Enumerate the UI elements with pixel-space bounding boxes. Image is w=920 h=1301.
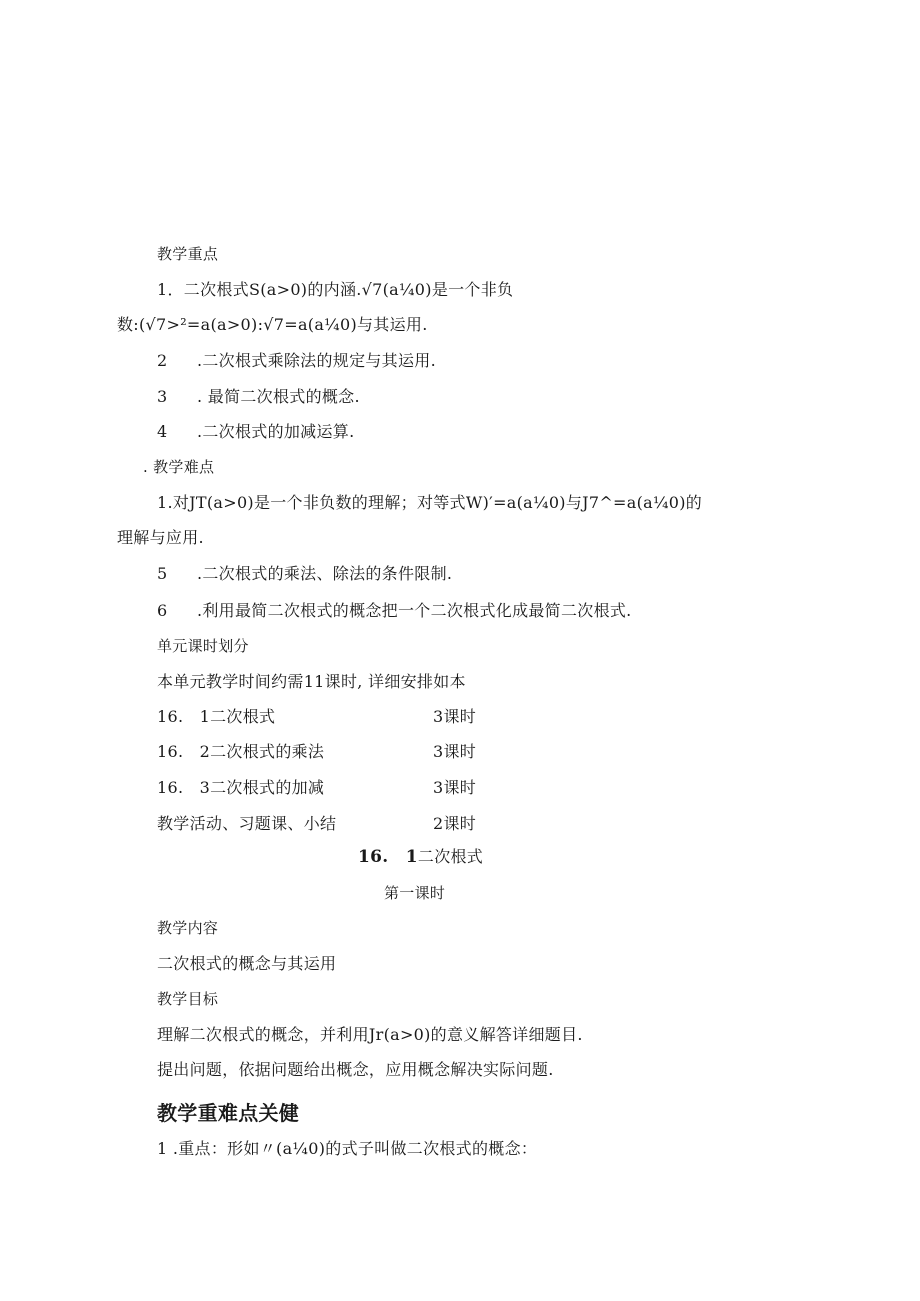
content-heading: 教学内容 xyxy=(157,919,219,937)
item-text: .利用最简二次根式的概念把一个二次根式化成最简二次根式. xyxy=(197,601,632,620)
schedule-row xyxy=(157,707,557,727)
goal-line-2: 提出问题，依据问题给出概念，应用概念解决实际问题. xyxy=(157,1060,554,1079)
goal-heading: 教学目标 xyxy=(157,990,219,1008)
schedule-row xyxy=(157,778,557,798)
keypoint-line-1: 1 .重点：形如〃(a¼0)的式子叫做二次根式的概念： xyxy=(157,1139,538,1158)
lesson-subtitle: 第一课时 xyxy=(384,884,446,902)
item-number: 6 xyxy=(157,601,168,620)
key-point-4 xyxy=(157,422,354,442)
item-text: .二次根式乘除法的规定与其运用. xyxy=(197,351,436,370)
difficulty-1-line2: 理解与应用. xyxy=(117,528,204,547)
key-point-1-line2: 数:(√7>²=a(a>0):√7=a(a¼0)与其运用. xyxy=(117,315,428,334)
item-text: . 最简二次根式的概念. xyxy=(197,387,360,406)
key-point-1-line1: 1．二次根式S(a>0)的内涵.√7(a¼0)是一个非负 xyxy=(157,280,514,299)
schedule-row-label: 16. 3二次根式的加减 xyxy=(157,778,325,797)
lesson-title-text: 二次根式 xyxy=(417,847,484,866)
item-text: .二次根式的乘法、除法的条件限制. xyxy=(197,564,453,583)
difficulty-5 xyxy=(157,564,452,584)
schedule-heading: 单元课时划分 xyxy=(157,637,249,655)
schedule-row-label: 教学活动、习题课、小结 xyxy=(157,814,337,833)
lesson-title xyxy=(358,847,483,867)
item-text: .二次根式的加减运算. xyxy=(197,422,355,441)
lesson-title-number: 16. 1 xyxy=(358,847,418,867)
key-point-2 xyxy=(157,351,436,371)
difficulty-6 xyxy=(157,601,632,621)
schedule-row-label: 16. 1二次根式 xyxy=(157,707,276,726)
schedule-row xyxy=(157,814,557,834)
item-number: 5 xyxy=(157,564,168,583)
difficulties-heading: . 教学难点 xyxy=(143,458,215,476)
key-points-heading: 教学重点 xyxy=(157,245,219,263)
content-text: 二次根式的概念与其运用 xyxy=(157,954,337,973)
schedule-row-hours: 2课时 xyxy=(433,814,477,833)
difficulty-1-line1: 1.对JT(a>0)是一个非负数的理解；对等式W)′=a(a¼0)与J7^=a(a¼0)的 xyxy=(157,493,703,512)
schedule-row xyxy=(157,742,557,762)
item-number: 3 xyxy=(157,387,168,406)
schedule-intro: 本单元教学时间约需11课时, 详细安排如本 xyxy=(157,672,466,691)
item-number: 4 xyxy=(157,422,168,441)
goal-line-1: 理解二次根式的概念，并利用Jr(a>0)的意义解答详细题目. xyxy=(157,1025,583,1044)
schedule-row-hours: 3课时 xyxy=(433,742,477,761)
schedule-row-label: 16. 2二次根式的乘法 xyxy=(157,742,325,761)
key-point-3 xyxy=(157,387,360,407)
keypoint-heading: 教学重难点关健 xyxy=(157,1101,300,1125)
schedule-row-hours: 3课时 xyxy=(433,707,477,726)
schedule-row-hours: 3课时 xyxy=(433,778,477,797)
item-number: 2 xyxy=(157,351,168,370)
